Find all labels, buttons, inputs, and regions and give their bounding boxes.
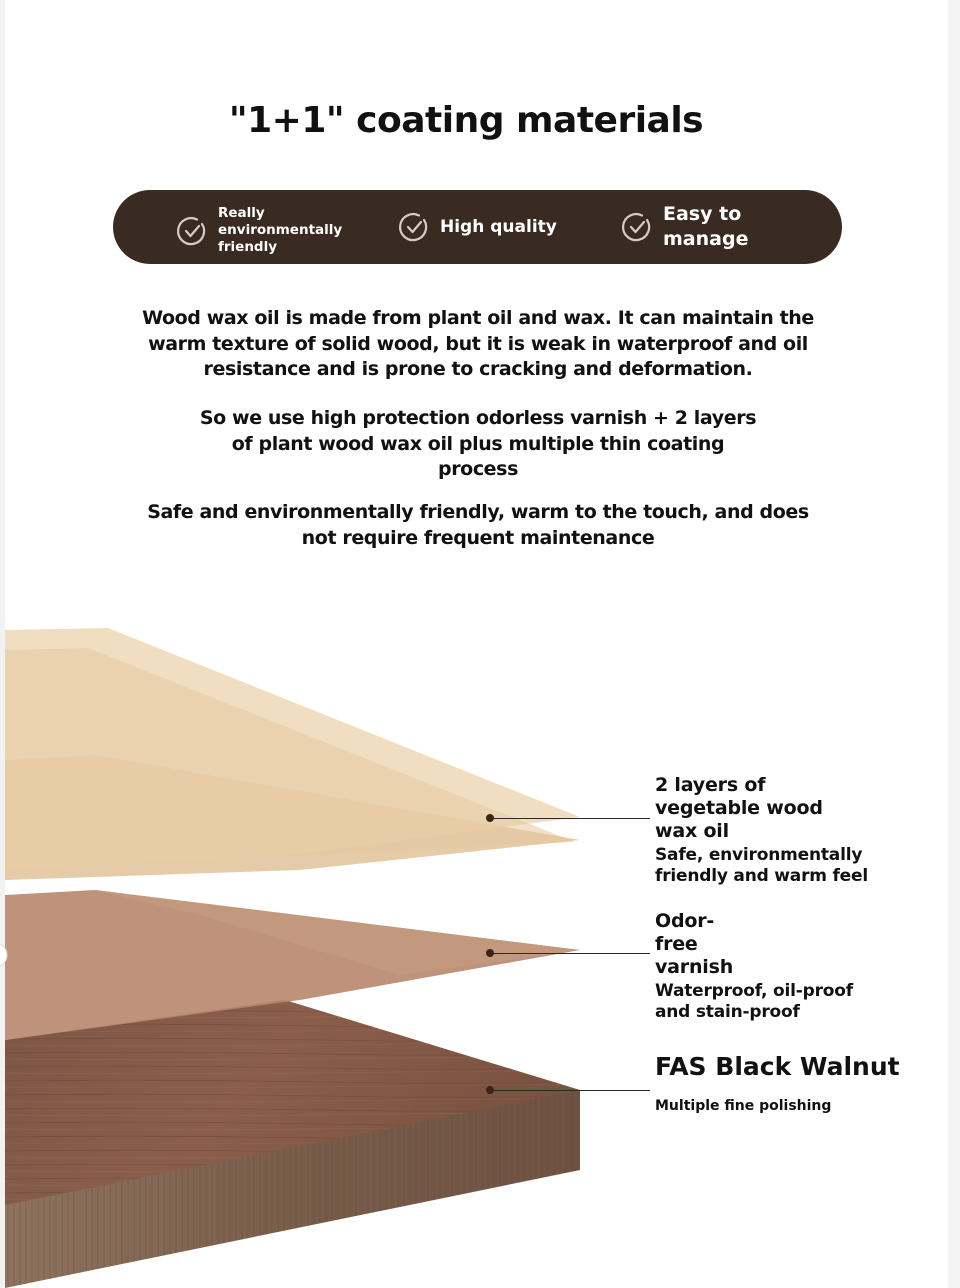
- check-circle-icon: [398, 211, 430, 243]
- layer-label-walnut: [655, 1050, 900, 1114]
- feature-easy-manage: [621, 202, 748, 252]
- scrollbar-track[interactable]: [948, 0, 960, 1288]
- description-paragraph: Safe and environmentally friendly, warm to the touch, and does not require frequent maintenance: [147, 501, 809, 549]
- description-paragraph: Wood wax oil is made from plant oil and wax. It can maintain the warm texture of solid wood, but it is weak in waterproof and oil resistance and is prone to cracking and deformation.: [142, 307, 814, 380]
- feature-line: Really: [218, 205, 265, 221]
- feature-eco-friendly: [176, 205, 342, 256]
- feature-line: manage: [663, 228, 749, 250]
- layer-subtitle: Waterproof, oil-proof and stain-proof: [655, 981, 853, 1022]
- leader-line: [490, 1090, 650, 1091]
- description-paragraph: So we use high protection odorless varnish + 2 layers of plant wood wax oil plus multiple thin coating process: [199, 407, 757, 480]
- check-circle-icon: [176, 215, 208, 247]
- leader-line: [490, 953, 650, 954]
- feature-label: High quality: [440, 217, 557, 237]
- layer-title: 2 layers of vegetable wood wax oil: [655, 774, 823, 842]
- check-circle-icon: [621, 211, 653, 243]
- feature-line: Easy to: [663, 203, 742, 225]
- features-banner: [113, 190, 842, 264]
- layer-subtitle: Multiple fine polishing: [655, 1098, 832, 1114]
- layer-label-wax-oil: [655, 774, 870, 887]
- layer-label-varnish: [655, 910, 855, 1023]
- feature-line: friendly: [218, 239, 278, 255]
- layer-title: Odor-free varnish: [655, 910, 734, 978]
- layer-diagram: [0, 600, 640, 1288]
- page-title: "1+1" coating materials: [228, 100, 704, 141]
- feature-high-quality: [398, 211, 557, 243]
- feature-line: environmentally: [218, 222, 343, 238]
- layer-subtitle: Safe, environmentally friendly and warm feel: [655, 845, 868, 886]
- leader-line: [490, 818, 650, 819]
- layer-title: FAS Black Walnut: [655, 1052, 900, 1081]
